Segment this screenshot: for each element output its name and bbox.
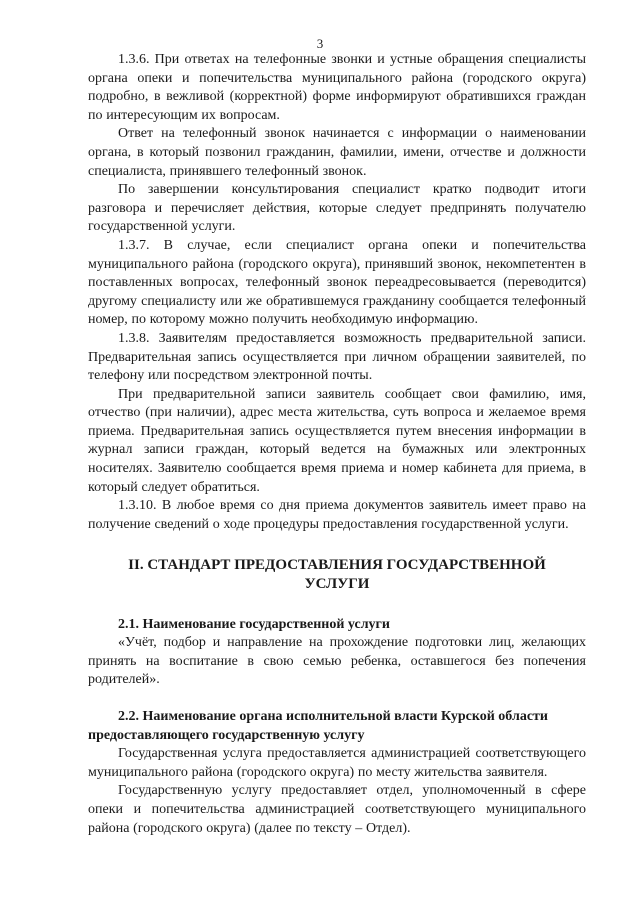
paragraph: 1.3.8. Заявителям предоставляется возможность предварительной записи. Предварительная запись осуществляется при личном обращении заявителей, по телефону или посредством электронной почты. xyxy=(88,330,586,384)
section-heading: II. СТАНДАРТ ПРЕДОСТАВЛЕНИЯ ГОСУДАРСТВЕННОЙ УСЛУГИ xyxy=(128,557,546,593)
paragraph: 1.3.6. При ответах на телефонные звонки и устные обращения специалисты органа опеки и попечительства муниципального района (городского округа) подробно, в вежливой (корректной) форме информируют обратившихся граждан по интересующим их вопросам. xyxy=(88,52,586,123)
document-body xyxy=(88,51,586,838)
paragraph: Ответ на телефонный звонок начинается с информации о наименовании органа, в который позвонил гражданин, фамилии, имени, отчестве и должности специалиста, принявшего телефонный звонок. xyxy=(88,126,586,179)
subsection-text-2-1: «Учёт, подбор и направление на прохождение подготовки лиц, желающих принять на воспитание в свою семью ребенка, оставшегося без попечения родителей». xyxy=(88,635,586,688)
paragraph: Государственная услуга предоставляется администрацией соответствующего муниципального района (городского округа) по месту жительства заявителя. xyxy=(88,746,586,780)
paragraph: При предварительной записи заявитель сообщает свои фамилию, имя, отчество (при наличии), адрес места жительства, суть вопроса и желаемое время приема. Предварительная запись осуществляется путем внесения информации в журнал записи граждан, который ведется на бумажных или электронных носителях. Заявителю сообщается время приема и номер кабинета для приема, в который следует обратиться. xyxy=(88,386,586,495)
subsection-heading-2-2: 2.2. Наименование органа исполнительной власти Курской области предоставляющего государственную услугу xyxy=(88,709,548,743)
paragraph: По завершении консультирования специалист кратко подводит итоги разговора и перечисляет действия, которые следует предпринять получателю государственной услуги. xyxy=(88,182,586,235)
page-number: 3 xyxy=(316,36,324,51)
paragraph: Государственную услугу предоставляет отдел, уполномоченный в сфере опеки и попечительства администрацией соответствующего муниципального района (городского округа) (далее по тексту – Отдел). xyxy=(88,783,586,836)
subsection-heading-2-1: 2.1. Наименование государственной услуги xyxy=(118,616,390,632)
spacer xyxy=(88,690,586,708)
paragraph: 1.3.10. В любое время со дня приема документов заявитель имеет право на получение сведений о ходе процедуры предоставления государственной услуги. xyxy=(88,498,586,532)
paragraph: 1.3.7. В случае, если специалист органа опеки и попечительства муниципального района (городского округа), принявший звонок, некомпетентен в поставленных вопросах, телефонный звонок переадресовывается (переводится) другому специалисту или же обратившемуся гражданину сообщается телефонный номер, по которому можно получить необходимую информацию. xyxy=(88,237,586,328)
